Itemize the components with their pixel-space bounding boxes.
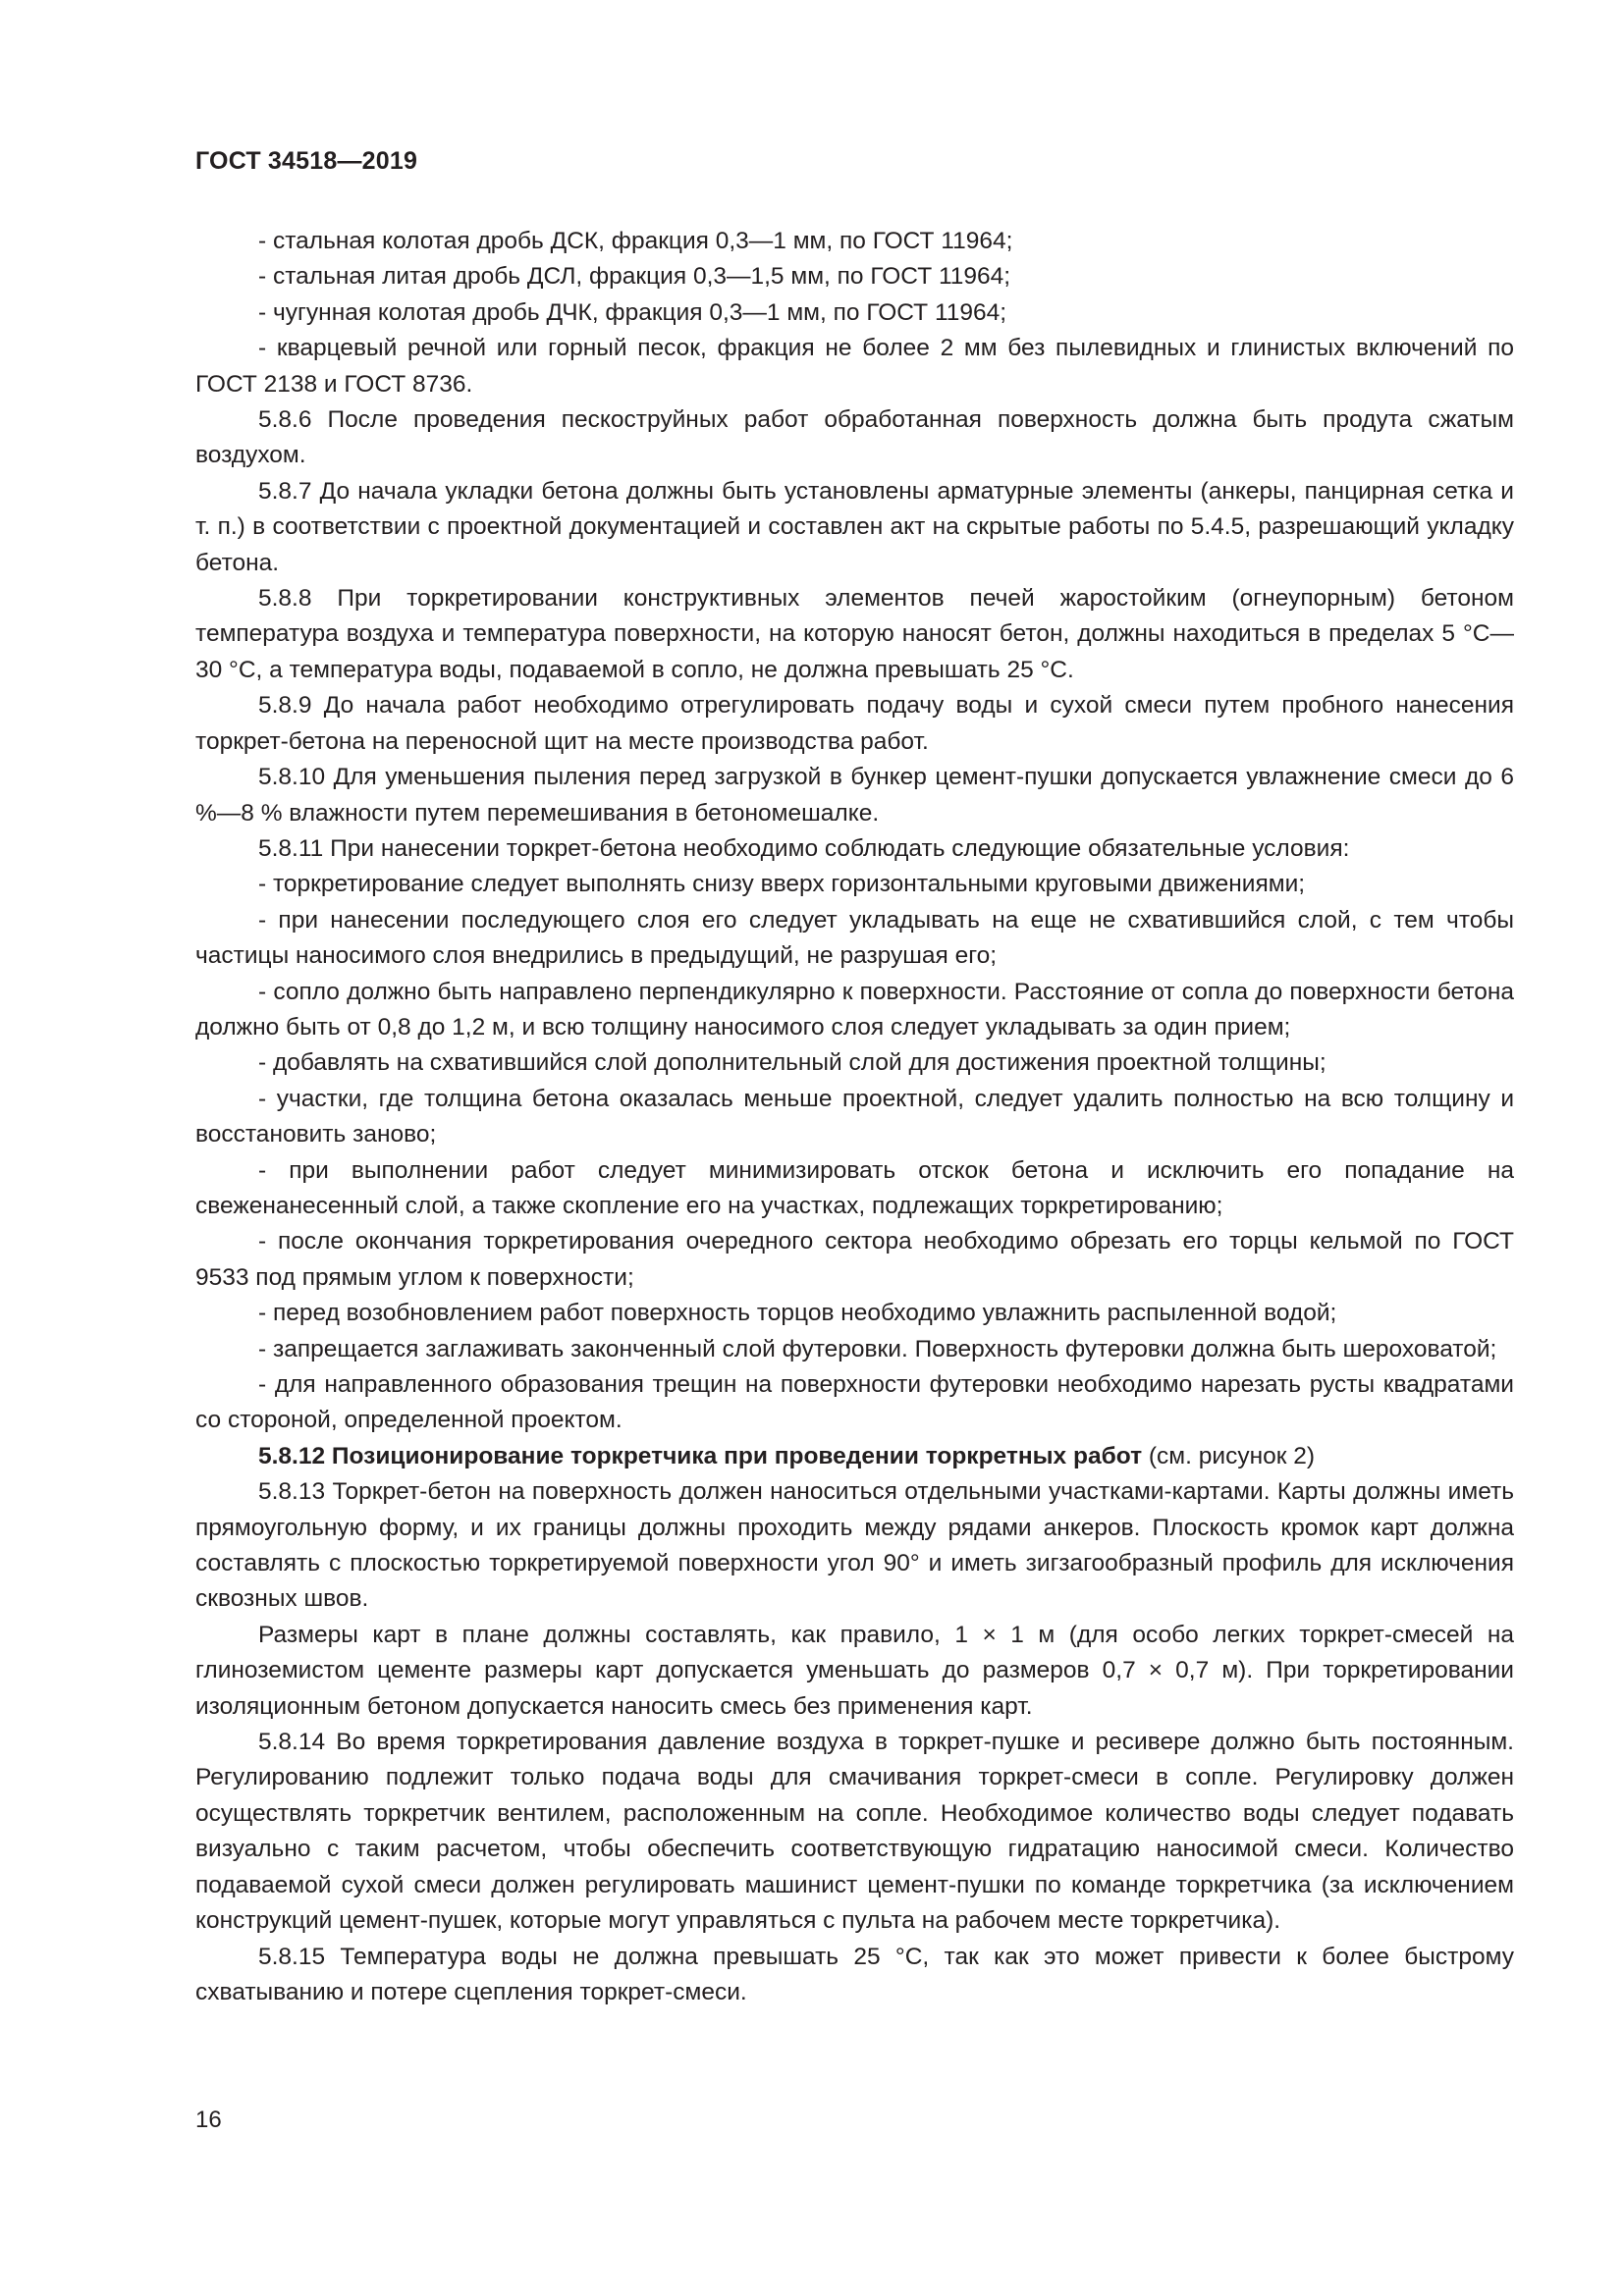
list-item: - сопло должно быть направлено перпендикулярно к поверхности. Расстояние от сопла до поверхности бетона должно быть от 0,8 до 1,2 м, и всю толщину наносимого слоя следует укладывать за один прием; bbox=[195, 978, 1514, 1041]
paragraph-5-8-14: 5.8.14 Во время торкретирования давление воздуха в торкрет-пушке и ресивере должно быть постоянным. Регулированию подлежит только подача воды для смачивания торкрет-смеси в сопле. Регулировку должен осуществлять торкретчик вентилем, расположенным на сопле. Необходимое количество воды следует подавать визуально с таким расчетом, чтобы обеспечить соответствующую гидратацию наносимой смеси. Количество подаваемой сухой смеси должен регулировать машинист цемент-пушки по команде торкретчика (за исключением конструкций цемент-пушек, которые могут управляться с пульта на рабочем месте торкретчика). bbox=[195, 1729, 1514, 1935]
document-header: ГОСТ 34518—2019 bbox=[195, 147, 418, 175]
paragraph-5-8-9: 5.8.9 До начала работ необходимо отрегулировать подачу воды и сухой смеси путем пробного нанесения торкрет-бетона на переносной щит на месте производства работ. bbox=[195, 692, 1514, 755]
list-item: - кварцевый речной или горный песок, фракция не более 2 мм без пылевидных и глинистых включений по ГОСТ 2138 и ГОСТ 8736. bbox=[195, 335, 1514, 398]
page-number: 16 bbox=[195, 2107, 222, 2133]
paragraph-5-8-7: 5.8.7 До начала укладки бетона должны быть установлены арматурные элементы (анкеры, панцирная сетка и т. п.) в соответствии с проектной документацией и составлен акт на скрытые работы по 5.4.5, разрешающий укладку бетона. bbox=[195, 477, 1514, 576]
list-item: - после окончания торкретирования очередного сектора необходимо обрезать его торцы кельмой по ГОСТ 9533 под прямым углом к поверхности; bbox=[195, 1228, 1514, 1291]
paragraph-5-8-11: 5.8.11 При нанесении торкрет-бетона необходимо соблюдать следующие обязательные условия: bbox=[258, 834, 1350, 862]
paragraph-5-8-6: 5.8.6 После проведения пескоструйных работ обработанная поверхность должна быть продута сжатым воздухом. bbox=[195, 406, 1514, 469]
figure-reference: (см. рисунок 2) bbox=[1142, 1442, 1316, 1469]
list-item: - чугунная колотая дробь ДЧК, фракция 0,3—1 мм, по ГОСТ 11964; bbox=[258, 298, 1007, 326]
list-item: - перед возобновлением работ поверхность торцов необходимо увлажнить распыленной водой; bbox=[258, 1300, 1337, 1327]
paragraph-5-8-10: 5.8.10 Для уменьшения пыления перед загрузкой в бункер цемент-пушки допускается увлажнение смеси до 6 %—8 % влажности путем перемешивания в бетономешалке. bbox=[195, 764, 1514, 827]
list-item: - для направленного образования трещин на поверхности футеровки необходимо нарезать русты квадратами со стороной, определенной проектом. bbox=[195, 1371, 1514, 1434]
document-body bbox=[195, 224, 1514, 2010]
list-item: - стальная литая дробь ДСЛ, фракция 0,3—1,5 мм, по ГОСТ 11964; bbox=[258, 263, 1011, 291]
paragraph-5-8-12 bbox=[195, 1439, 1514, 1474]
list-item: - при выполнении работ следует минимизировать отскок бетона и исключить его попадание на свеженанесенный слой, а также скопление его на участках, подлежащих торкретированию; bbox=[195, 1156, 1514, 1219]
list-item: - стальная колотая дробь ДСК, фракция 0,3—1 мм, по ГОСТ 11964; bbox=[258, 228, 1013, 254]
list-item: - торкретирование следует выполнять снизу вверх горизонтальными круговыми движениями; bbox=[258, 871, 1306, 898]
list-item: - запрещается заглаживать законченный слой футеровки. Поверхность футеровки должна быть шероховатой; bbox=[258, 1335, 1497, 1362]
paragraph-5-8-13: 5.8.13 Торкрет-бетон на поверхность должен наноситься отдельными участками-картами. Карты должны иметь прямоугольную форму, и их границы должны проходить между рядами анкеров. Плоскость кромок карт должна составлять с плоскостью торкретируемой поверхности угол 90° и иметь зигзагообразный профиль для исключения сквозных швов. bbox=[195, 1478, 1514, 1613]
paragraph-card-sizes: Размеры карт в плане должны составлять, как правило, 1 × 1 м (для особо легких торкрет-смесей на глиноземистом цементе размеры карт допускается уменьшать до размеров 0,7 × 0,7 м). При торкретировании изоляционным бетоном допускается наносить смесь без применения карт. bbox=[195, 1621, 1514, 1720]
paragraph-5-8-8: 5.8.8 При торкретировании конструктивных элементов печей жаростойким (огнеупорным) бетоном температура воздуха и температура поверхности, на которую наносят бетон, должны находиться в пределах 5 °С—30 °С, а температура воды, подаваемой в сопло, не должна превышать 25 °С. bbox=[195, 585, 1514, 683]
list-item: - при нанесении последующего слоя его следует укладывать на еще не схватившийся слой, с тем чтобы частицы наносимого слоя внедрились в предыдущий, не разрушая его; bbox=[195, 906, 1514, 970]
section-heading: 5.8.12 Позиционирование торкретчика при проведении торкретных работ bbox=[258, 1442, 1143, 1469]
paragraph-5-8-15: 5.8.15 Температура воды не должна превышать 25 °С, так как это может привести к более быстрому схватыванию и потере сцепления торкрет-смеси. bbox=[195, 1943, 1514, 2005]
list-item: - добавлять на схватившийся слой дополнительный слой для достижения проектной толщины; bbox=[258, 1049, 1326, 1077]
list-item: - участки, где толщина бетона оказалась меньше проектной, следует удалить полностью на всю толщину и восстановить заново; bbox=[195, 1085, 1514, 1148]
